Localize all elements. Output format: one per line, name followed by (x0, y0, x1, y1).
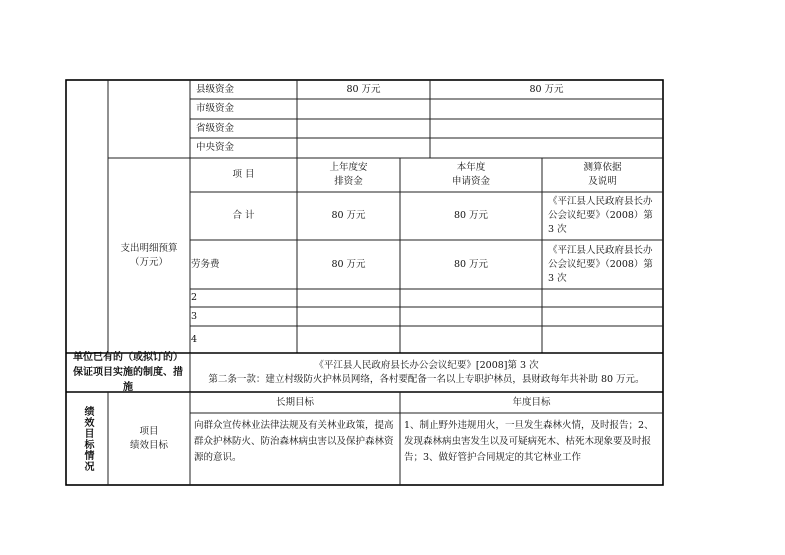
annual-text: 1、制止野外违规用火，一旦发生森林火情，及时报告；2、发现森林病虫害发生以及可疑病死木、枯死木现象要及时报告；3、做好管护合同规定的其它林业工作 (404, 420, 654, 463)
expenditure-labor-prev: 80 万元 (331, 258, 366, 270)
guarantee-line-2: 第二条一款：建立村级防火护林员网络，各村要配备一名以上专职护林员，县财政每年共补助 80 万元。 (208, 373, 645, 385)
funding-city-this (430, 99, 663, 119)
long-term-text: 向群众宣传林业法律法规及有关林业政策，提高群众护林防火、防治森林病虫害以及保护森林资源的意识。 (194, 420, 394, 463)
funding-label-province: 省级资金 (196, 122, 235, 134)
expenditure-item-4: 4 (191, 333, 198, 345)
expenditure-labor-basis: 《平江县人民政府县长办公会议纪要》（2008）第 3 次 (548, 244, 653, 284)
expenditure-item-3: 3 (191, 310, 198, 322)
expenditure-item-labor: 劳务费 (191, 258, 220, 270)
expenditure-item-total: 合 计 (232, 210, 255, 221)
guarantee-content (190, 353, 663, 392)
guarantee-label: 单位已有的（或拟订的）保证项目实施的制度、措施 (73, 352, 183, 393)
guarantee-line-1: 《平江县人民政府县长办公会议纪要》[2008]第 3 次 (314, 359, 539, 371)
expenditure-header-this: 本年度 申请资金 (451, 162, 490, 187)
funding-label-county: 县级资金 (196, 83, 235, 95)
long-term-header: 长期目标 (275, 396, 314, 408)
performance-label-text: 绩效目标情况 (82, 405, 93, 472)
funding-central-this (430, 138, 663, 158)
performance-sub-label: 项目 绩效目标 (129, 425, 168, 451)
funding-county-prev: 80 万元 (346, 83, 381, 95)
expenditure-labor-this: 80 万元 (453, 258, 489, 270)
funding-county-this: 80 万元 (529, 83, 564, 95)
funding-province-this (430, 119, 663, 138)
expenditure-total-prev: 80 万元 (331, 210, 366, 221)
funding-province-prev (297, 119, 430, 138)
expenditure-header-item: 项 目 (232, 169, 255, 180)
performance-label (66, 392, 108, 485)
funding-label-central: 中央资金 (196, 142, 235, 153)
funding-label-city: 市级资金 (196, 103, 235, 114)
funding-central-prev (297, 138, 430, 158)
expenditure-total-basis: 《平江县人民政府县长办公会议纪要》（2008）第 3 次 (548, 196, 653, 235)
expenditure-item-2: 2 (191, 292, 198, 303)
funding-city-prev (297, 99, 430, 119)
expenditure-total-this: 80 万元 (453, 210, 489, 221)
annual-header: 年度目标 (512, 396, 551, 408)
expenditure-header-basis: 测算依据 及说明 (583, 162, 622, 187)
expenditure-header-prev: 上年度安 排资金 (329, 162, 368, 187)
expenditure-section-label: 支出明细预算（万元） (120, 242, 178, 268)
